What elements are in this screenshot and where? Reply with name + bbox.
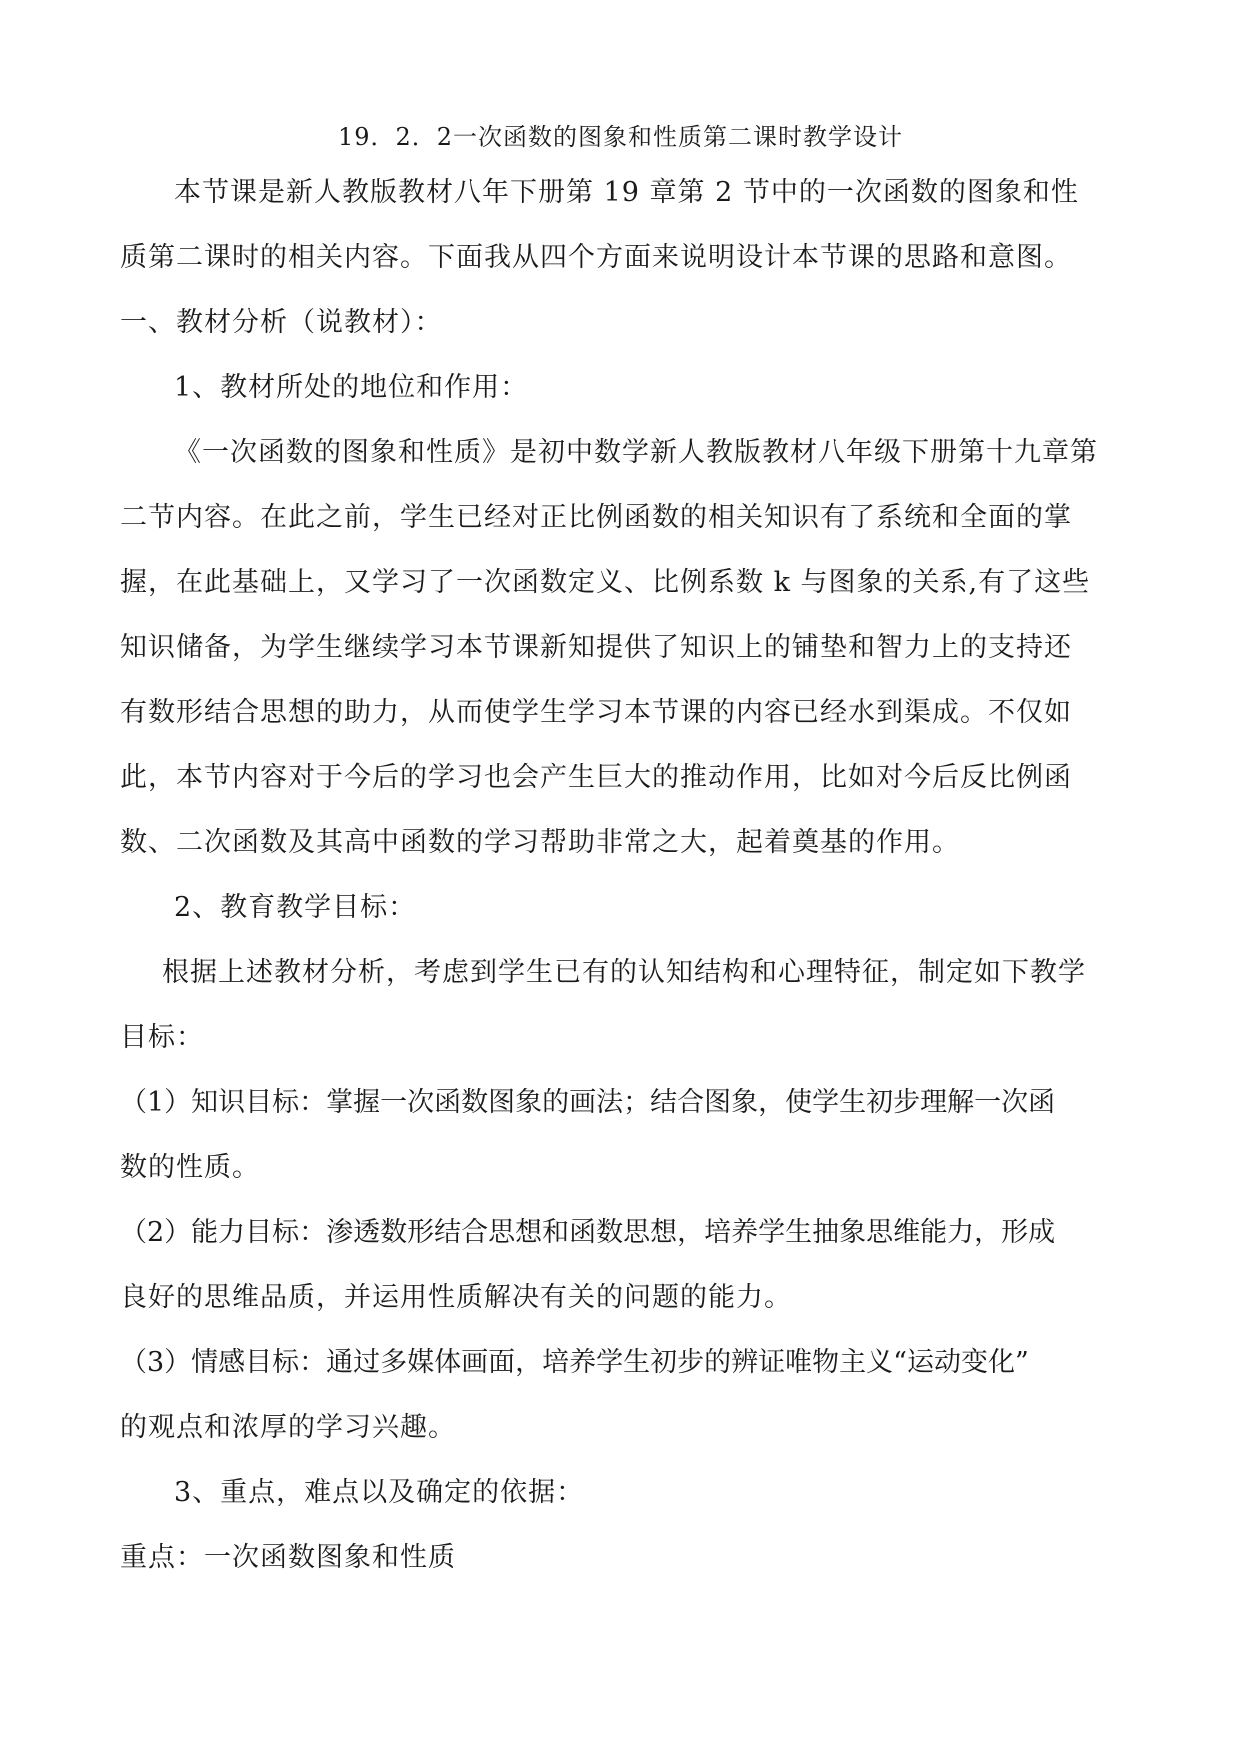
objective-line: 数的性质。 xyxy=(120,1152,260,1183)
paragraph-line: 数、二次函数及其高中函数的学习帮助非常之大，起着奠基的作用。 xyxy=(120,827,960,858)
paragraph-line: 知识储备，为学生继续学习本节课新知提供了知识上的铺垫和智力上的支持还 xyxy=(120,632,1072,663)
objective-line: 的观点和浓厚的学习兴趣。 xyxy=(120,1412,456,1443)
paragraph-line: 根据上述教材分析，考虑到学生已有的认知结构和心理特征，制定如下教学 xyxy=(162,957,1086,988)
subsection-heading: 3、重点，难点以及确定的依据： xyxy=(174,1477,585,1508)
subsection-heading: 1、教材所处的地位和作用： xyxy=(174,372,529,403)
paragraph-line: 重点：一次函数图象和性质 xyxy=(120,1542,456,1573)
paragraph-line: 本节课是新人教版教材八年下册第 19 章第 2 节中的一次函数的图象和性 xyxy=(174,177,1079,208)
paragraph-line: 质第二课时的相关内容。下面我从四个方面来说明设计本节课的思路和意图。 xyxy=(120,242,1072,273)
document-body xyxy=(120,160,1123,1590)
objective-line: （1）知识目标：掌握一次函数图象的画法；结合图象，使学生初步理解一次函 xyxy=(120,1087,1056,1118)
subsection-heading: 2、教育教学目标： xyxy=(174,892,417,923)
document-title: 19．2．2一次函数的图象和性质第二课时教学设计 xyxy=(337,123,904,151)
paragraph-line: 目标： xyxy=(120,1022,204,1053)
paragraph-line: 此，本节内容对于今后的学习也会产生巨大的推动作用，比如对今后反比例函 xyxy=(120,762,1072,793)
paragraph-line: 二节内容。在此之前，学生已经对正比例函数的相关知识有了系统和全面的掌 xyxy=(120,502,1072,533)
section-heading: 一、教材分析（说教材）： xyxy=(120,307,443,338)
paragraph-line: 握，在此基础上，又学习了一次函数定义、比例系数 k 与图象的关系,有了这些 xyxy=(120,567,1091,598)
objective-line: （3）情感目标：通过多媒体画面，培养学生初步的辨证唯物主义“运动变化” xyxy=(120,1347,1029,1378)
objective-line: （2）能力目标：渗透数形结合思想和函数思想，培养学生抽象思维能力，形成 xyxy=(120,1217,1056,1248)
paragraph-line: 有数形结合思想的助力，从而使学生学习本节课的内容已经水到渠成。不仅如 xyxy=(120,697,1072,728)
paragraph-line: 《一次函数的图象和性质》是初中数学新人教版教材八年级下册第十九章第 xyxy=(174,437,1098,468)
objective-line: 良好的思维品质，并运用性质解决有关的问题的能力。 xyxy=(120,1282,792,1313)
